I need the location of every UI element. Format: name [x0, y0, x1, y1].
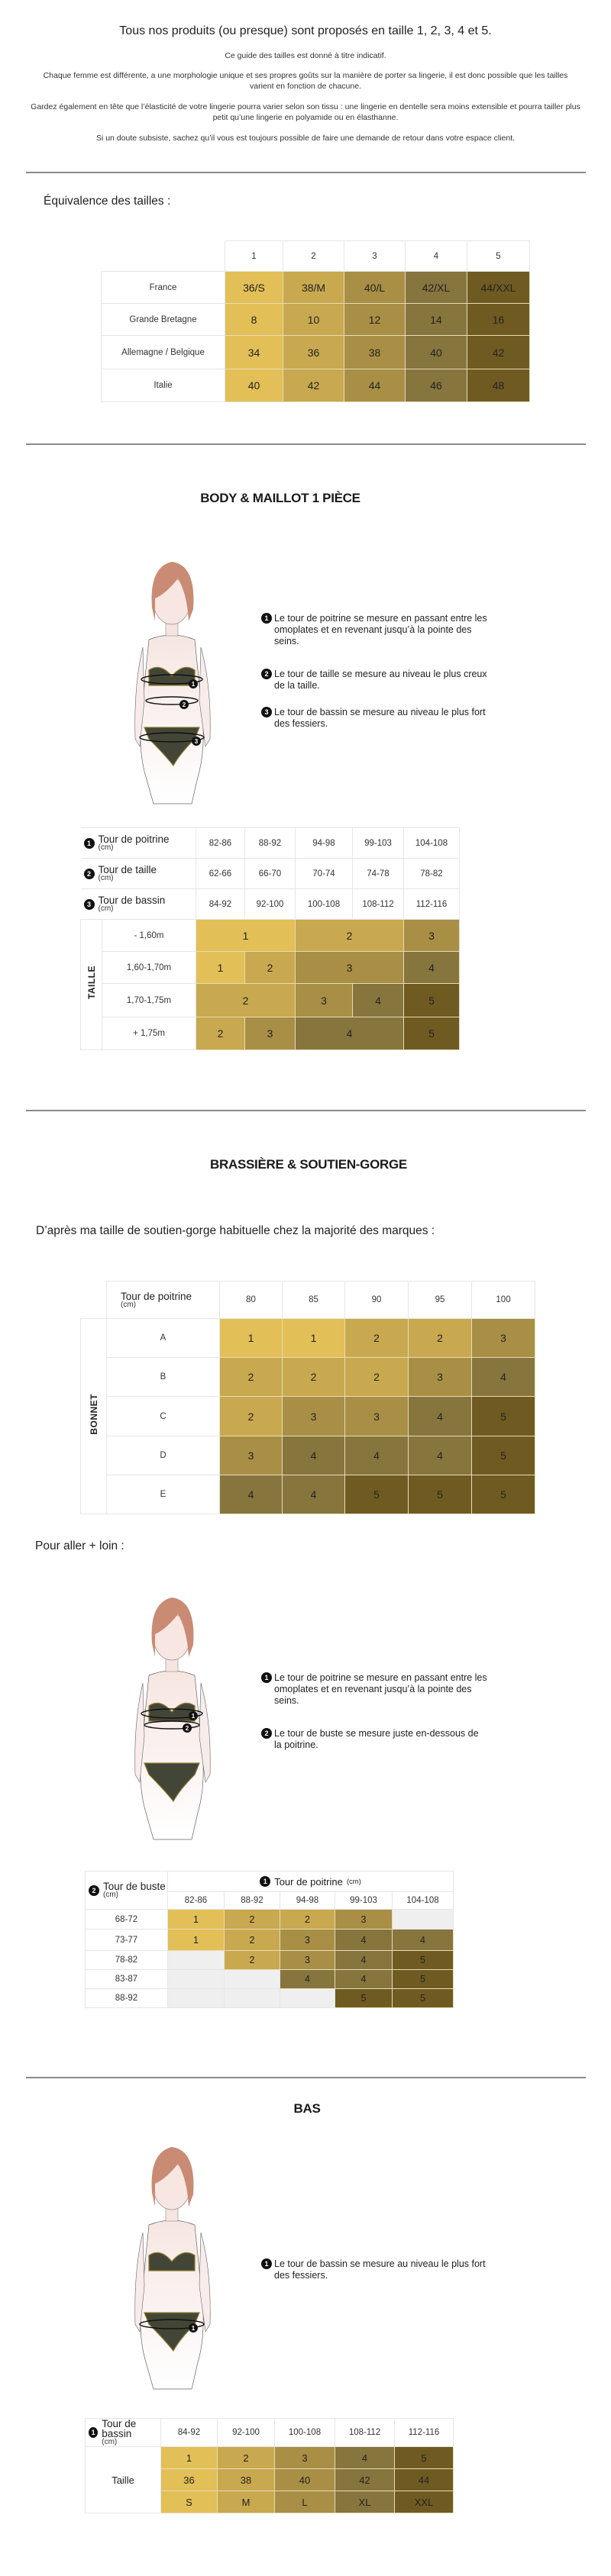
measure-row — [81, 889, 460, 920]
size-value-cell: 14 — [406, 304, 467, 336]
instruction-text: Le tour de bassin se mesure au niveau le plus fort des fessiers. — [274, 707, 486, 729]
measure-header-cell — [81, 889, 196, 920]
size-value-cell — [225, 1970, 280, 1989]
measure-range-cell: 78-82 — [404, 859, 460, 889]
size-value-cell: 42 — [283, 369, 344, 402]
size-value-cell: 4 — [335, 1970, 393, 1989]
underbust-label: 78-82 — [86, 1951, 168, 1970]
measure-header-cell — [81, 859, 196, 889]
size-value-cell: 3 — [280, 1951, 335, 1970]
size-value-cell: 2 — [345, 1319, 409, 1358]
size-value-cell: 1 — [168, 1930, 225, 1951]
instruction-item — [264, 1672, 488, 1707]
hip-range-header: 112-116 — [395, 2419, 454, 2447]
size-value-cell: L — [275, 2491, 335, 2513]
instruction-text: Le tour de buste se mesure juste en-dessous de la poitrine. — [274, 1728, 479, 1750]
measure-name: Tour de taille — [98, 864, 157, 875]
measure-range-cell: 66-70 — [245, 859, 296, 889]
size-value-cell: M — [218, 2491, 275, 2513]
underbust-row — [86, 1951, 454, 1970]
size-value-cell: 5 — [393, 1989, 454, 2008]
intro-paragraph: Chaque femme est différente, a une morphologie unique et ses propres goûts sur la manière de porter sa lingerie, il est donc possible que les tailles varient en fonction de chacune. — [43, 71, 568, 91]
measure-name: Tour de poitrine — [274, 1875, 343, 1888]
hip-range-header: 84-92 — [161, 2419, 218, 2447]
number-badge-icon: 2 — [89, 1885, 99, 1896]
cup-row — [81, 1475, 535, 1514]
measure-unit: (cm) — [102, 2438, 118, 2446]
measure-name: Tour de poitrine — [121, 1290, 192, 1302]
size-value-cell: 5 — [472, 1436, 535, 1475]
size-value-cell: 8 — [225, 304, 283, 336]
height-row — [81, 1017, 460, 1050]
size-value-cell: 44 — [344, 369, 406, 402]
size-column-header: 5 — [467, 241, 530, 272]
size-value-cell: XXL — [395, 2491, 454, 2513]
size-value-cell: 3 — [296, 952, 404, 984]
size-value-cell: 2 — [196, 984, 296, 1017]
measure-unit: (cm) — [98, 874, 114, 882]
hip-range-header: 92-100 — [218, 2419, 275, 2447]
intro-paragraph: Si un doute subsiste, sachez qu’il vous est toujours possible de faire une demande de retour dans votre espace client. — [95, 134, 516, 143]
size-value-cell: 4 — [472, 1358, 535, 1397]
underbust-column-header: 95 — [409, 1282, 472, 1319]
detail-header-row — [86, 1872, 454, 1892]
size-value-cell: 2 — [296, 920, 404, 952]
instruction-item — [264, 669, 488, 692]
cup-row — [81, 1397, 535, 1436]
size-value-cell: 5 — [409, 1475, 472, 1514]
intro-title: Tous nos produits (ou presque) sont proposés en taille 1, 2, 3, 4 et 5. — [119, 24, 492, 37]
measure-name: Tour de buste — [103, 1881, 166, 1892]
intro-paragraph: Gardez également en tête que l’élasticité de votre lingerie pourra varier selon son tissu : une lingerie en dentelle sera moins extensible et pourra tailler plus petit qu’une lingerie en polyamide ou en élasthanne. — [31, 102, 580, 122]
size-value-cell: 3 — [472, 1319, 535, 1358]
bas-header-row — [86, 2419, 454, 2447]
measure-label-text — [99, 865, 157, 882]
size-value-cell: 4 — [409, 1397, 472, 1436]
size-value-cell: 38 — [344, 336, 406, 369]
size-value-cell: 48 — [467, 369, 530, 402]
cup-row — [81, 1319, 535, 1358]
size-value-cell: 4 — [335, 1930, 393, 1951]
bas-measurement-figure — [118, 2141, 225, 2393]
measure-label-text — [102, 2419, 160, 2446]
equivalence-header-row — [102, 241, 530, 272]
size-value-cell: 4 — [220, 1475, 283, 1514]
size-value-cell: 4 — [353, 984, 404, 1017]
equivalence-row — [102, 369, 530, 402]
equivalence-row — [102, 304, 530, 336]
measure-range-cell: 74-78 — [353, 859, 404, 889]
size-value-cell: 10 — [283, 304, 344, 336]
bust-range-header: 99-103 — [335, 1892, 393, 1910]
size-value-cell: 40 — [275, 2469, 335, 2491]
bonnet-side-label-cell — [81, 1319, 107, 1514]
size-column-header: 2 — [283, 241, 344, 272]
cup-row — [81, 1436, 535, 1475]
size-value-cell: 2 — [220, 1358, 283, 1397]
country-label: Italie — [102, 369, 225, 402]
measure-unit: (cm) — [346, 1877, 361, 1886]
underbust-label: 73-77 — [86, 1930, 168, 1951]
underbust-row — [86, 1970, 454, 1989]
cup-label: D — [107, 1436, 220, 1475]
measure-header-cell — [81, 828, 196, 859]
bust-range-header: 88-92 — [225, 1892, 280, 1910]
underbust-label: 83-87 — [86, 1970, 168, 1989]
size-value-cell: 2 — [245, 952, 296, 984]
size-value-cell — [168, 1970, 225, 1989]
svg-text:2: 2 — [185, 1725, 189, 1732]
cup-row — [81, 1358, 535, 1397]
hip-range-header: 100-108 — [275, 2419, 335, 2447]
measure-label-text — [99, 895, 166, 913]
measure-range-cell: 82-86 — [196, 828, 245, 859]
instruction-item — [264, 707, 488, 730]
size-value-cell: 2 — [225, 1930, 280, 1951]
measure-range-cell: 99-103 — [353, 828, 404, 859]
bra-header-row — [81, 1282, 535, 1319]
size-value-cell: 3 — [404, 920, 460, 952]
size-column-header: 4 — [406, 241, 467, 272]
cup-label: E — [107, 1475, 220, 1514]
measure-row — [81, 859, 460, 889]
size-value-cell: 3 — [296, 984, 353, 1017]
size-value-cell: 36 — [283, 336, 344, 369]
body-size-table — [80, 827, 460, 1050]
size-value-cell: 44/XXL — [467, 272, 530, 304]
height-row — [81, 984, 460, 1017]
measure-range-cell: 104-108 — [404, 828, 460, 859]
size-value-cell: 2 — [225, 1951, 280, 1970]
empty-corner — [81, 1282, 107, 1319]
country-label: Grande Bretagne — [102, 304, 225, 336]
bra-section-title: BRASSIÈRE & SOUTIEN-GORGE — [210, 1157, 407, 1172]
underbust-label: 88-92 — [86, 1989, 168, 2008]
size-value-cell: 1 — [220, 1319, 283, 1358]
measure-name: Tour de bassin — [98, 895, 166, 906]
size-value-cell: 4 — [335, 1951, 393, 1970]
instruction-item — [264, 1728, 488, 1751]
size-value-cell: 42 — [467, 336, 530, 369]
section-divider — [26, 443, 586, 445]
measure-range-cell: 62-66 — [196, 859, 245, 889]
measure-range-cell: 92-100 — [245, 889, 296, 920]
instruction-item — [264, 613, 488, 647]
measure-range-cell: 70-74 — [296, 859, 353, 889]
height-label: 1,70-1,75m — [102, 984, 196, 1017]
size-value-cell: 16 — [467, 304, 530, 336]
size-value-cell: 36/S — [225, 272, 283, 304]
bra-measurement-figure — [118, 1591, 225, 1843]
number-badge-icon: 1 — [260, 1876, 270, 1887]
number-1-icon: 1 — [261, 613, 272, 624]
size-value-cell: 42 — [335, 2469, 395, 2491]
size-value-cell: 5 — [393, 1970, 454, 1989]
underbust-column-header: 85 — [283, 1282, 345, 1319]
column-header-cell — [168, 1872, 454, 1892]
size-value-cell: 40/L — [344, 272, 406, 304]
measure-label — [81, 865, 196, 882]
measure-unit: (cm) — [98, 843, 114, 852]
measure-range-cell: 100-108 — [296, 889, 353, 920]
size-value-cell: 1 — [283, 1319, 345, 1358]
size-column-header: 3 — [344, 241, 406, 272]
size-value-cell: 4 — [280, 1970, 335, 1989]
cup-label: C — [107, 1397, 220, 1436]
size-value-cell: 3 — [335, 1910, 393, 1930]
underbust-column-header: 100 — [472, 1282, 535, 1319]
country-label: France — [102, 272, 225, 304]
measure-range-cell: 88-92 — [245, 828, 296, 859]
svg-text:2: 2 — [182, 701, 186, 708]
size-value-cell: 12 — [344, 304, 406, 336]
size-value-cell: 1 — [196, 920, 296, 952]
size-value-cell: 2 — [218, 2447, 275, 2469]
size-value-cell: 3 — [245, 1017, 296, 1050]
size-value-cell: 36 — [161, 2469, 218, 2491]
underbust-row — [86, 1910, 454, 1930]
empty-corner — [102, 241, 225, 272]
measure-range-cell: 112-116 — [404, 889, 460, 920]
measure-unit: (cm) — [103, 1891, 118, 1899]
equivalence-table — [101, 240, 530, 402]
number-badge-icon: 1 — [89, 2427, 98, 2438]
underbust-column-header: 90 — [345, 1282, 409, 1319]
size-value-cell: 3 — [275, 2447, 335, 2469]
size-value-cell: 3 — [280, 1930, 335, 1951]
intro-paragraph: Ce guide des tailles est donné à titre indicatif. — [225, 51, 386, 60]
number-2-icon: 2 — [261, 669, 272, 679]
measure-unit: (cm) — [121, 1300, 136, 1309]
size-column-header: 1 — [225, 241, 283, 272]
height-row — [81, 920, 460, 952]
cup-label: B — [107, 1358, 220, 1397]
size-value-cell: 5 — [395, 2447, 454, 2469]
svg-text:1: 1 — [191, 681, 196, 688]
height-label: - 1,60m — [102, 920, 196, 952]
underbust-row — [86, 1930, 454, 1951]
section-divider — [26, 1110, 586, 1111]
svg-text:1: 1 — [191, 1713, 196, 1720]
size-value-cell: S — [161, 2491, 218, 2513]
taille-row-label: Taille — [86, 2447, 161, 2513]
size-value-cell: 4 — [409, 1436, 472, 1475]
size-value-cell: 2 — [225, 1910, 280, 1930]
taille-side-label-cell — [81, 920, 102, 1050]
marker-3-icon — [192, 737, 201, 746]
size-value-cell: 4 — [296, 1017, 404, 1050]
bust-range-header: 94-98 — [280, 1892, 335, 1910]
size-value-cell: 4 — [345, 1436, 409, 1475]
size-value-cell: 40 — [406, 336, 467, 369]
size-value-cell: 4 — [335, 2447, 395, 2469]
section-divider — [26, 2077, 586, 2078]
size-value-cell: 34 — [225, 336, 283, 369]
size-value-cell: 4 — [393, 1930, 454, 1951]
size-value-cell — [225, 1989, 280, 2008]
size-value-cell: XL — [335, 2491, 395, 2513]
size-value-cell: 3 — [409, 1358, 472, 1397]
size-value-cell — [280, 1989, 335, 2008]
more-heading: Pour aller + loin : — [35, 1539, 124, 1552]
bra-detail-table — [85, 1871, 454, 2008]
size-value-cell: 2 — [196, 1017, 245, 1050]
bas-size-table — [85, 2418, 454, 2513]
size-value-cell — [168, 1951, 225, 1970]
instruction-text: Le tour de poitrine se mesure en passant entre les omoplates et en revenant jusqu’à la pointe des seins. — [274, 1672, 487, 1706]
size-value-cell — [393, 1910, 454, 1930]
bra-size-table — [80, 1281, 535, 1514]
measure-row — [81, 828, 460, 859]
size-value-cell: 5 — [335, 1989, 393, 2008]
number-1-icon: 1 — [261, 1672, 272, 1683]
measure-label — [81, 834, 196, 852]
size-value-cell: 2 — [345, 1358, 409, 1397]
body-section-title: BODY & MAILLOT 1 PIÈCE — [200, 491, 360, 505]
measure-label — [86, 1881, 167, 1899]
size-value-cell: 1 — [161, 2447, 218, 2469]
size-value-cell: 5 — [345, 1475, 409, 1514]
underbust-label: 68-72 — [86, 1910, 168, 1930]
size-value-cell: 5 — [404, 1017, 460, 1050]
size-value-cell: 44 — [395, 2469, 454, 2491]
number-badge-icon: 1 — [84, 838, 95, 849]
measure-label-text — [103, 1881, 166, 1899]
row-header-cell — [86, 1872, 168, 1910]
taille-side-label: TAILLE — [86, 966, 97, 1000]
measure-range-cell: 108-112 — [353, 889, 404, 920]
bust-range-header: 82-86 — [168, 1892, 225, 1910]
number-2-icon: 2 — [261, 1728, 272, 1739]
measure-label-text — [99, 834, 170, 852]
size-value-cell: 4 — [283, 1475, 345, 1514]
measure-label — [81, 895, 196, 913]
size-value-cell: 2 — [409, 1319, 472, 1358]
equivalence-row — [102, 272, 530, 304]
height-label: + 1,75m — [102, 1017, 196, 1050]
size-value-cell: 2 — [220, 1397, 283, 1436]
size-value-cell: 5 — [472, 1397, 535, 1436]
country-label: Allemagne / Belgique — [102, 336, 225, 369]
instruction-text: Le tour de bassin se mesure au niveau le plus fort des fessiers. — [274, 2258, 486, 2281]
size-value-cell: 5 — [472, 1475, 535, 1514]
measure-label — [118, 1291, 219, 1309]
instruction-text: Le tour de poitrine se mesure en passant entre les omoplates et en revenant jusqu’à la pointe des seins. — [274, 613, 487, 646]
body-measurement-figure — [118, 548, 225, 808]
bas-size-row — [86, 2447, 454, 2469]
section-divider — [26, 172, 586, 173]
bas-section-title: BAS — [293, 2101, 321, 2116]
size-value-cell: 4 — [404, 952, 460, 984]
measure-range-cell: 84-92 — [196, 889, 245, 920]
measure-header-cell — [86, 2419, 161, 2447]
number-badge-icon: 3 — [84, 899, 95, 910]
underbust-row — [86, 1989, 454, 2008]
size-value-cell: 2 — [283, 1358, 345, 1397]
size-value-cell: 38 — [218, 2469, 275, 2491]
instruction-text: Le tour de taille se mesure au niveau le plus creux de la taille. — [274, 669, 487, 691]
instruction-item — [264, 2258, 488, 2281]
marker-1-icon — [189, 1711, 198, 1720]
marker-1-icon — [189, 679, 198, 688]
height-label: 1,60-1,70m — [102, 952, 196, 984]
size-value-cell: 5 — [393, 1951, 454, 1970]
bra-subheading: D’après ma taille de soutien-gorge habituelle chez la majorité des marques : — [36, 1224, 435, 1237]
hip-range-header: 108-112 — [335, 2419, 395, 2447]
bonnet-side-label: BONNET — [88, 1394, 99, 1435]
size-value-cell: 3 — [283, 1397, 345, 1436]
size-value-cell — [168, 1989, 225, 2008]
svg-text:1: 1 — [191, 2325, 196, 2332]
size-value-cell: 38/M — [283, 272, 344, 304]
number-3-icon: 3 — [261, 707, 272, 717]
measure-unit: (cm) — [98, 904, 114, 913]
cup-label: A — [107, 1319, 220, 1358]
size-value-cell: 5 — [404, 984, 460, 1017]
measure-header-cell — [107, 1282, 220, 1319]
column-header-label — [168, 1876, 453, 1888]
size-value-cell: 3 — [220, 1436, 283, 1475]
measure-label — [86, 2419, 160, 2446]
equivalence-row — [102, 336, 530, 369]
size-value-cell: 3 — [345, 1397, 409, 1436]
number-1-icon: 1 — [261, 2258, 272, 2269]
equivalence-heading: Équivalence des tailles : — [44, 195, 171, 208]
size-value-cell: 46 — [406, 369, 467, 402]
measure-label-text — [121, 1291, 192, 1309]
height-row — [81, 952, 460, 984]
marker-2-icon — [179, 700, 189, 709]
size-value-cell: 42/XL — [406, 272, 467, 304]
size-value-cell: 2 — [280, 1910, 335, 1930]
size-value-cell: 4 — [283, 1436, 345, 1475]
measure-name: Tour de bassin — [102, 2418, 137, 2439]
number-badge-icon: 2 — [84, 869, 95, 879]
size-value-cell: 1 — [168, 1910, 225, 1930]
measure-range-cell: 94-98 — [296, 828, 353, 859]
bust-range-header: 104-108 — [393, 1892, 454, 1910]
marker-2-icon — [183, 1723, 192, 1733]
size-value-cell: 40 — [225, 369, 283, 402]
svg-text:3: 3 — [194, 738, 199, 745]
marker-1-icon — [189, 2323, 198, 2333]
measure-name: Tour de poitrine — [98, 833, 170, 845]
underbust-column-header: 80 — [220, 1282, 283, 1319]
size-value-cell: 1 — [196, 952, 245, 984]
